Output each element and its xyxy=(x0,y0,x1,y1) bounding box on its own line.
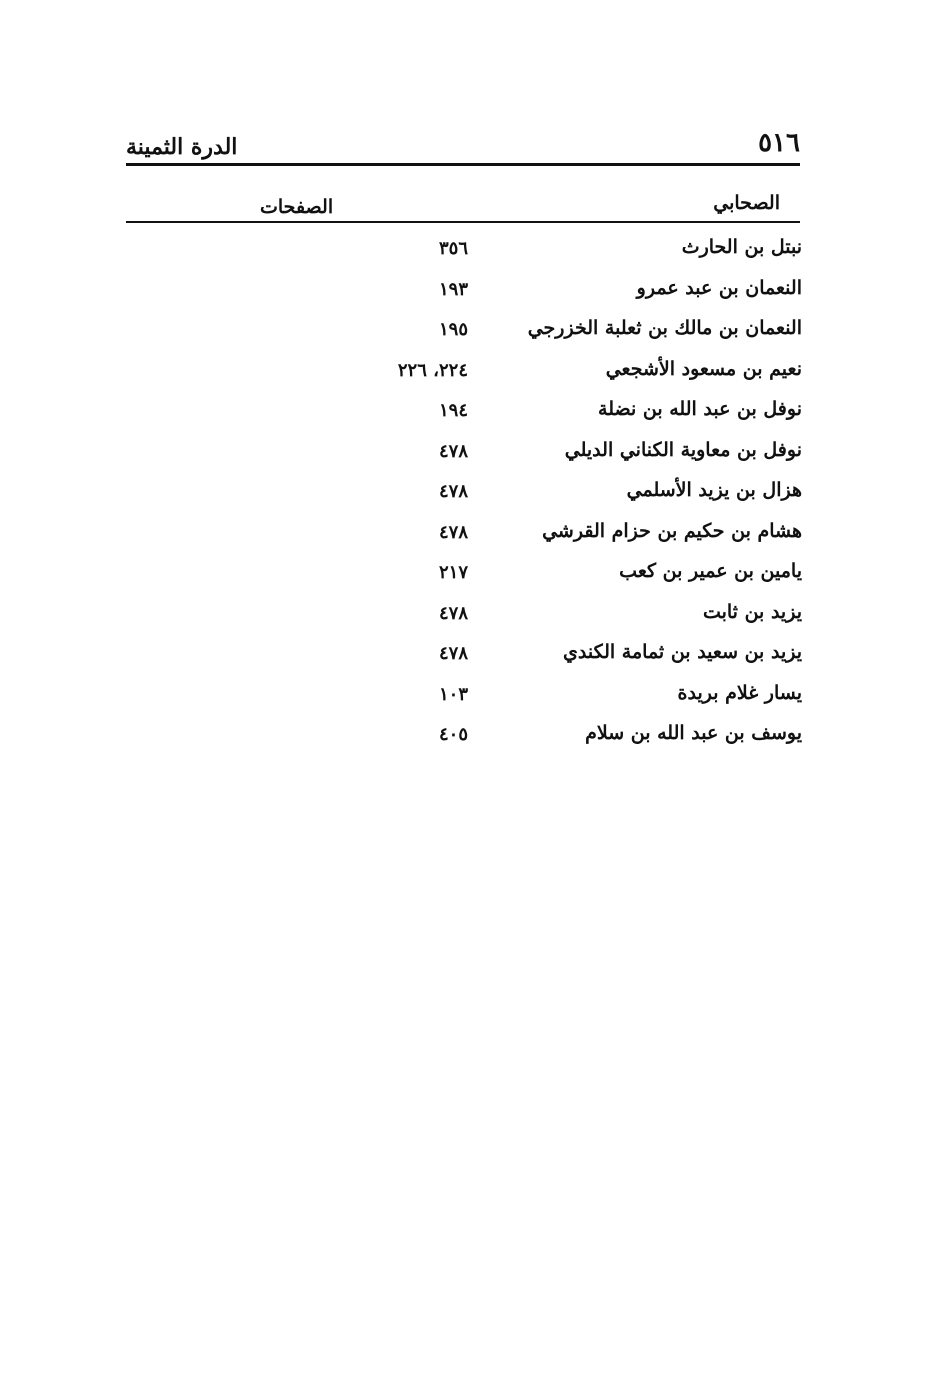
running-header xyxy=(126,118,800,166)
companion-name: يامين بن عمير بن كعب xyxy=(619,560,802,582)
companion-name: هزال بن يزيد الأسلمي xyxy=(626,479,802,501)
index-entries xyxy=(126,230,802,757)
page-references: ٤٧٨ xyxy=(438,643,468,664)
page-references: ١٩٤ xyxy=(438,400,468,421)
index-entry xyxy=(126,554,802,595)
page-references: ٢٢٤، ٢٢٦ xyxy=(397,359,468,381)
index-entry xyxy=(126,433,802,474)
index-entry xyxy=(126,595,802,636)
page-references: ٤٧٨ xyxy=(438,440,468,462)
companion-name: النعمان بن مالك بن ثعلبة الخزرجي xyxy=(527,317,802,339)
index-entry xyxy=(126,676,802,717)
index-entry xyxy=(126,473,802,514)
companion-name: يسار غلام بريدة xyxy=(677,681,802,704)
page-references: ٢١٧ xyxy=(438,562,468,583)
page-references: ٤٧٨ xyxy=(438,521,468,543)
column-rule xyxy=(126,221,800,223)
index-entry xyxy=(126,635,802,676)
page-references: ٤٠٥ xyxy=(438,724,468,745)
companion-name: هشام بن حكيم بن حزام القرشي xyxy=(542,519,802,542)
header-rule xyxy=(126,163,800,166)
page-references: ١٠٣ xyxy=(438,683,468,705)
companion-name: نعيم بن مسعود الأشجعي xyxy=(605,357,802,380)
page-references: ١٩٥ xyxy=(438,319,468,340)
page-references: ١٩٣ xyxy=(438,278,468,300)
index-entry xyxy=(126,392,802,433)
index-entry xyxy=(126,352,802,393)
index-entry xyxy=(126,311,802,352)
column-header xyxy=(126,188,800,222)
column-header-pages: الصفحات xyxy=(260,196,334,218)
companion-name: يزيد بن سعيد بن ثمامة الكندي xyxy=(563,641,802,663)
page-references: ٤٧٨ xyxy=(438,481,468,502)
column-header-companion: الصحابي xyxy=(713,192,780,214)
book-title: الدرة الثمينة xyxy=(126,134,238,160)
index-entry xyxy=(126,271,802,312)
companion-name: يزيد بن ثابت xyxy=(702,600,802,623)
index-entry xyxy=(126,230,802,271)
page-references: ٣٥٦ xyxy=(438,238,468,259)
companion-name: نوفل بن عبد الله بن نضلة xyxy=(598,398,802,420)
page-references: ٤٧٨ xyxy=(438,602,468,624)
index-entry xyxy=(126,514,802,555)
companion-name: يوسف بن عبد الله بن سلام xyxy=(585,722,802,744)
companion-name: النعمان بن عبد عمرو xyxy=(636,276,802,299)
companion-name: نبتل بن الحارث xyxy=(681,236,802,258)
page-number: ٥١٦ xyxy=(758,128,800,158)
companion-name: نوفل بن معاوية الكناني الديلي xyxy=(564,438,802,461)
index-entry xyxy=(126,716,802,757)
